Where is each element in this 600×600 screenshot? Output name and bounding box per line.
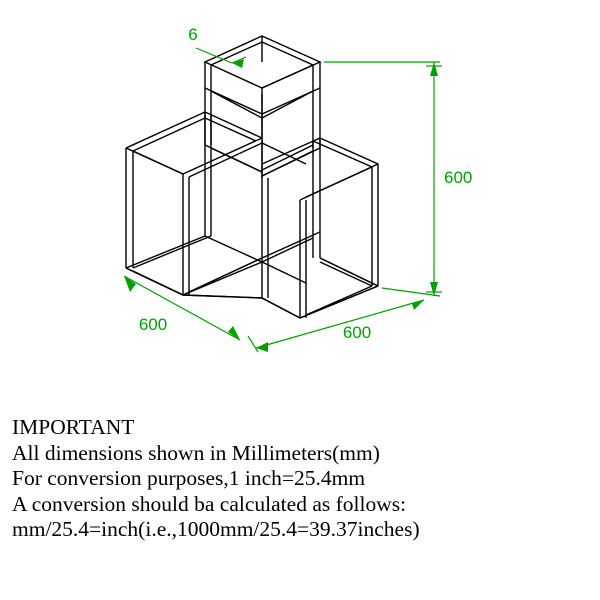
dimension-lines bbox=[124, 48, 442, 352]
important-notes bbox=[12, 415, 592, 543]
notes-heading: IMPORTANT bbox=[12, 415, 135, 439]
dimension-label-tube-size: 6 bbox=[188, 25, 198, 44]
dimension-label-width-right: 600 bbox=[342, 323, 372, 342]
notes-line-1: All dimensions shown in Millimeters(mm) bbox=[12, 440, 380, 465]
dimension-label-depth-left: 600 bbox=[138, 315, 168, 334]
notes-line-3: A conversion should ba calculated as follows: bbox=[12, 491, 407, 516]
notes-line-2: For conversion purposes,1 inch=25.4mm bbox=[12, 466, 366, 490]
notes-line-4: mm/25.4=inch(i.e.,1000mm/25.4=39.37inches) bbox=[12, 517, 420, 541]
dimension-label-height: 600 bbox=[444, 168, 473, 187]
frame-geometry bbox=[126, 36, 378, 318]
